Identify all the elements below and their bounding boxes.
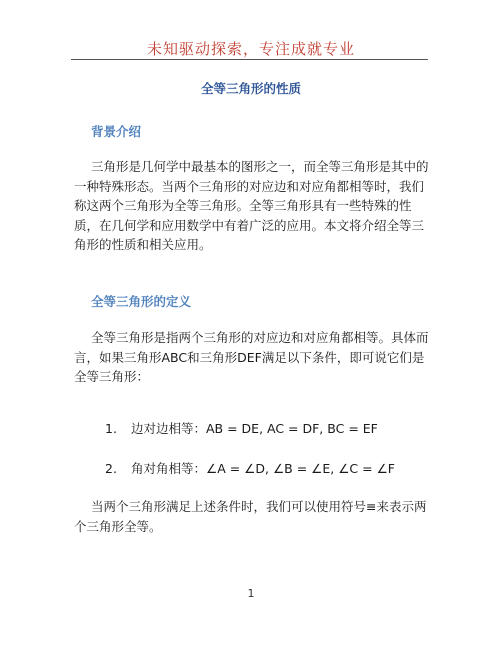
section-heading-background: 背景介绍 [91, 124, 142, 139]
list-item-text: 边对边相等：AB = DE, AC = DF, BC = EF [131, 421, 378, 436]
list-item-number: 2. [105, 461, 117, 476]
list-item-text: 角对角相等：∠A = ∠D, ∠B = ∠E, ∠C = ∠F [131, 461, 395, 476]
page-header: 未知驱动探索，专注成就专业 [146, 40, 355, 58]
list-item [105, 419, 378, 437]
definition-paragraph: 全等三角形是指两个三角形的对应边和对应角都相等。具体而言，如果三角形ABC和三角形DEF满足以下条件，即可说它们是全等三角形： [74, 330, 429, 384]
document-title: 全等三角形的性质 [200, 81, 301, 96]
header-divider [71, 59, 428, 60]
list-item-number: 1. [105, 421, 117, 436]
background-paragraph: 三角形是几何学中最基本的图形之一，而全等三角形是其中的一种特殊形态。当两个三角形的对应边和对应角都相等时，我们称这两个三角形为全等三角形。全等三角形具有一些特殊的性质，在几何学和应用数学中有着广泛的应用。本文将介绍全等三角形的性质和相关应用。 [74, 159, 429, 252]
closing-paragraph: 当两个三角形满足上述条件时，我们可以使用符号≡来表示两个三角形全等。 [74, 499, 427, 534]
section-heading-definition: 全等三角形的定义 [91, 294, 192, 309]
page-number: 1 [247, 587, 255, 600]
list-item [105, 459, 395, 477]
